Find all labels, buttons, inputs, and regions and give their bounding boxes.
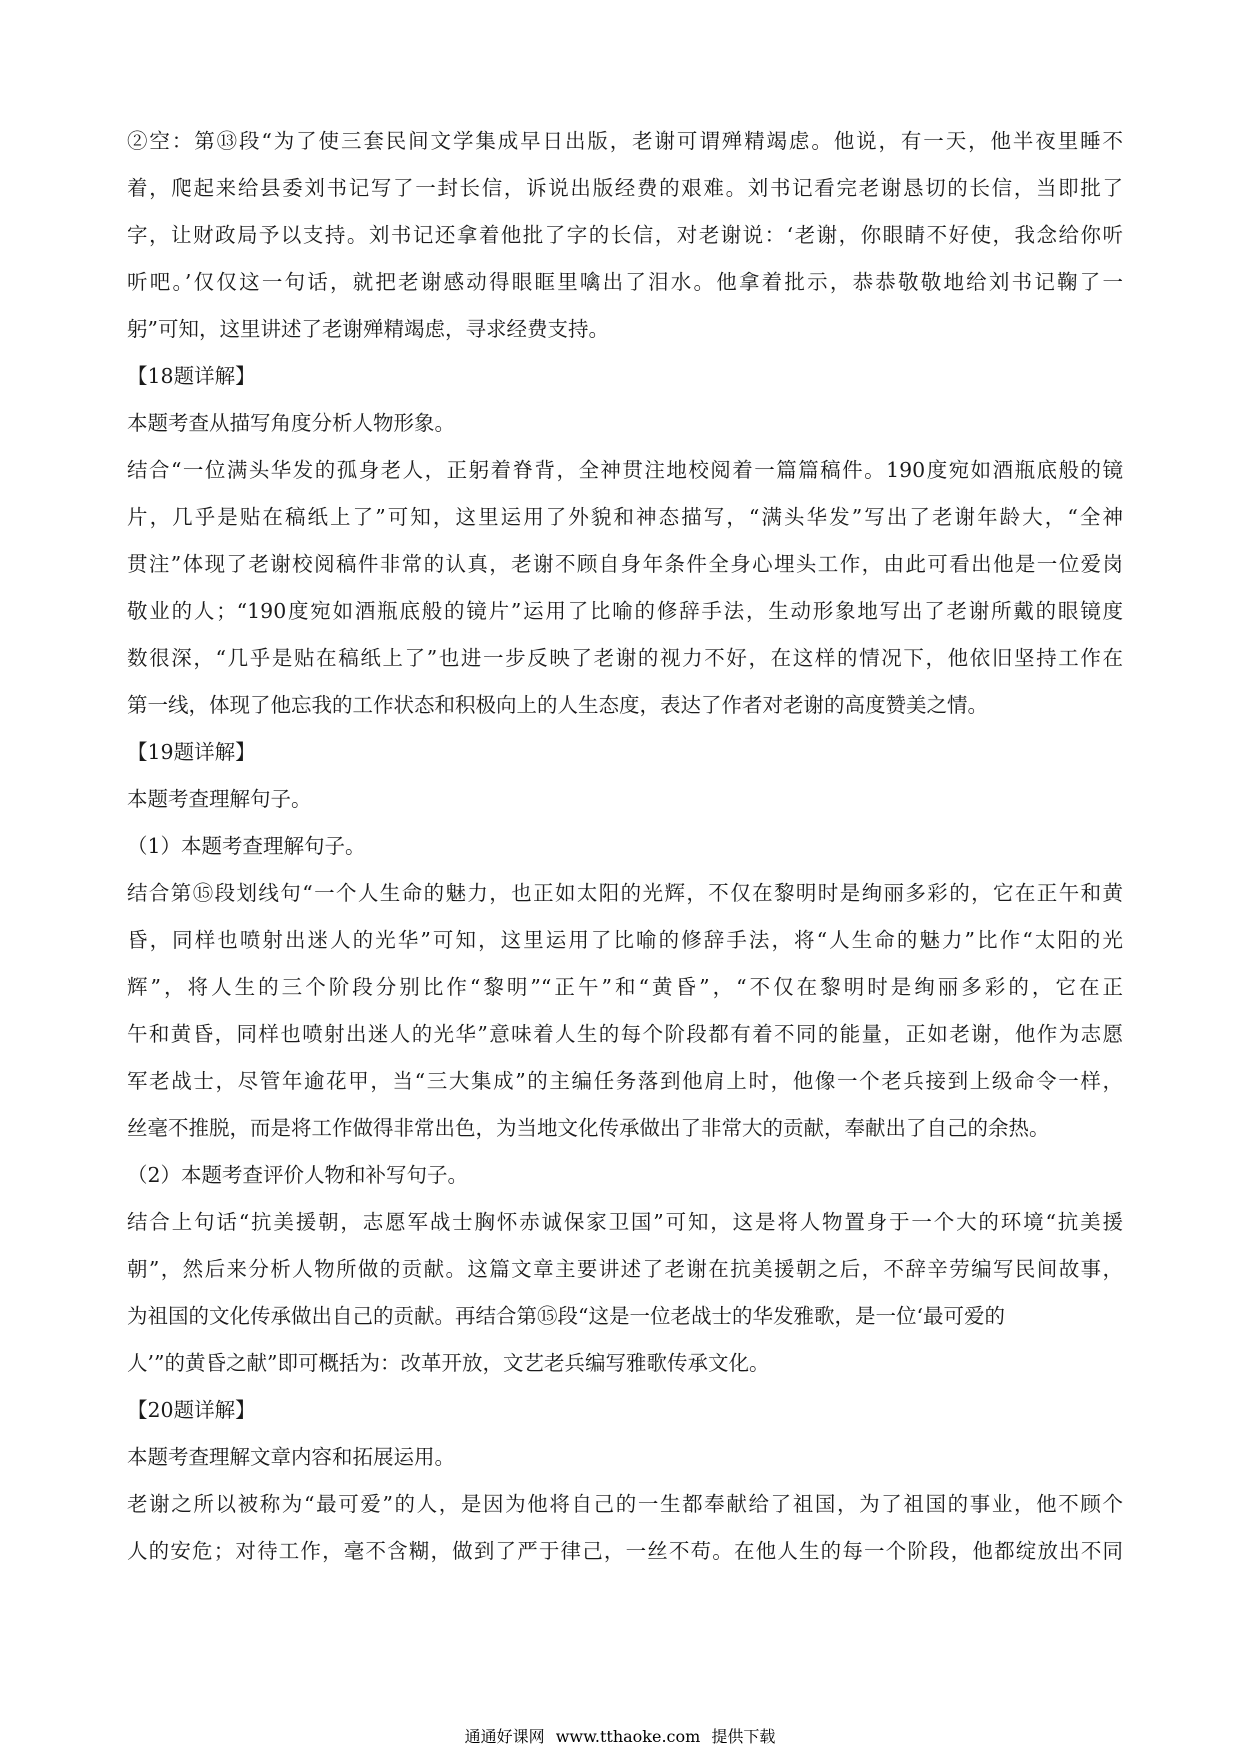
text-line: 字，让财政局予以支持。刘书记还拿着他批了字的长信，对老谢说：‘老谢，你眼睛不好使，我念给你听: [127, 223, 1123, 247]
text-line: （2）本题考查评价人物和补写句子。: [127, 1163, 469, 1187]
text-line: 听吧。’仅仅这一句话，就把老谢感动得眼眶里噙出了泪水。他拿着批示，恭恭敬敬地给刘书记鞠了一: [127, 270, 1123, 294]
text-line: 昏，同样也喷射出迷人的光华”可知，这里运用了比喻的修辞手法，将“人生命的魅力”比作“太阳的光: [127, 928, 1123, 952]
text-line: 军老战士，尽管年逾花甲，当“三大集成”的主编任务落到他肩上时，他像一个老兵接到上级命令一样，: [127, 1069, 1123, 1093]
text-line: 朝”，然后来分析人物所做的贡献。这篇文章主要讲述了老谢在抗美援朝之后，不辞辛劳编写民间故事，: [127, 1257, 1123, 1281]
section-heading: 【18题详解】: [127, 364, 256, 388]
text-line: 敬业的人；“190度宛如酒瓶底般的镜片”运用了比喻的修辞手法，生动形象地写出了老谢所戴的眼镜度: [127, 599, 1123, 623]
footer-note: 提供下载: [711, 1727, 776, 1746]
text-line: 躬”可知，这里讲述了老谢殚精竭虑，寻求经费支持。: [127, 317, 609, 341]
section-heading: 【19题详解】: [127, 740, 256, 764]
text-line: 辉”，将人生的三个阶段分别比作“黎明”“正午”和“黄昏”，“不仅在黎明时是绚丽多彩的，它在正: [127, 975, 1123, 999]
text-line: 数很深，“几乎是贴在稿纸上了”也进一步反映了老谢的视力不好，在这样的情况下，他依旧坚持工作在: [127, 646, 1123, 670]
section-heading: 【20题详解】: [127, 1398, 256, 1422]
text-line: （1）本题考查理解句子。: [127, 834, 366, 858]
footer-site-name: 通通好课网: [464, 1727, 545, 1746]
text-line: 老谢之所以被称为“最可爱”的人，是因为他将自己的一生都奉献给了祖国，为了祖国的事业，他不顾个: [127, 1492, 1123, 1516]
text-line: 着，爬起来给县委刘书记写了一封长信，诉说出版经费的艰难。刘书记看完老谢恳切的长信，当即批了: [127, 176, 1123, 200]
text-line: 贯注”体现了老谢校阅稿件非常的认真，老谢不顾自身年条件全身心埋头工作，由此可看出他是一位爱岗: [127, 552, 1123, 576]
text-line: 丝毫不推脱，而是将工作做得非常出色，为当地文化传承做出了非常大的贡献，奉献出了自己的余热。: [127, 1116, 1050, 1140]
text-line: 结合“一位满头华发的孤身老人，正躬着脊背，全神贯注地校阅着一篇篇稿件。190度宛如酒瓶底般的镜: [127, 458, 1123, 482]
text-line: 本题考查从描写角度分析人物形象。: [127, 411, 455, 435]
text-line: 第一线，体现了他忘我的工作状态和积极向上的人生态度，表达了作者对老谢的高度赞美之情。: [127, 693, 988, 717]
text-line: 结合第⑮段划线句“一个人生命的魅力，也正如太阳的光辉，不仅在黎明时是绚丽多彩的，它在正午和黄: [127, 881, 1123, 905]
text-line: 为祖国的文化传承做出自己的贡献。再结合第⑮段“这是一位老战士的华发雅歌，是一位‘最可爱的: [127, 1304, 1005, 1328]
text-line: 午和黄昏，同样也喷射出迷人的光华”意味着人生的每个阶段都有着不同的能量，正如老谢，他作为志愿: [127, 1022, 1123, 1046]
text-line: 结合上句话“抗美援朝，志愿军战士胸怀赤诚保家卫国”可知，这是将人物置身于一个大的环境“抗美援: [127, 1210, 1123, 1234]
text-line: 人’”的黄昏之献”即可概括为：改革开放，文艺老兵编写雅歌传承文化。: [127, 1351, 770, 1375]
text-line: 本题考查理解句子。: [127, 787, 312, 811]
text-line: 本题考查理解文章内容和拓展运用。: [127, 1445, 455, 1469]
text-line: ②空：第⑬段“为了使三套民间文学集成早日出版，老谢可谓殚精竭虑。他说，有一天，他半夜里睡不: [127, 129, 1123, 153]
text-line: 人的安危；对待工作，毫不含糊，做到了严于律己，一丝不苟。在他人生的每一个阶段，他都绽放出不同: [127, 1539, 1123, 1563]
page-footer: [0, 1724, 1240, 1750]
text-line: 片，几乎是贴在稿纸上了”可知，这里运用了外貌和神态描写，“满头华发”写出了老谢年龄大，“全神: [127, 505, 1123, 529]
footer-url-link[interactable]: www.tthaoke.com: [555, 1727, 701, 1746]
